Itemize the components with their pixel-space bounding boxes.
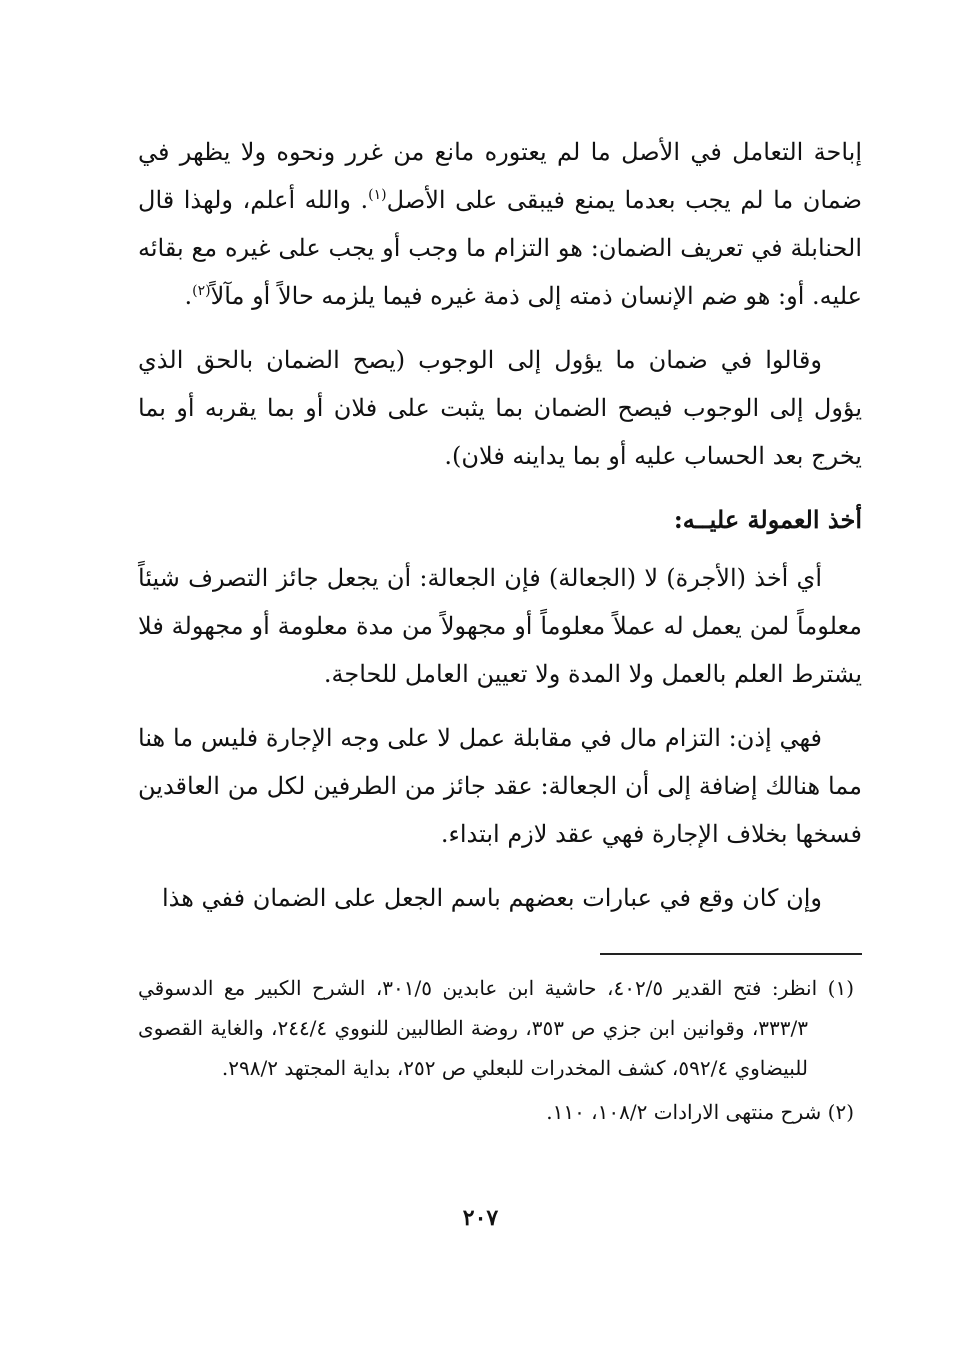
footnote-2 bbox=[138, 1092, 854, 1132]
paragraph-1-text: إباحة التعامل في الأصل ما لم يعتوره مانع من غرر ونحوه ولا يظهر في ضمان ما لم يجب بعدما يمنع فيبقى على الأصل bbox=[138, 138, 862, 214]
paragraph-1-text-continued: . والله أعلم، ولهذا قال الحنابلة في تعريف الضمان: هو التزام ما وجب أو يجب على غيره مع بقائه عليه. أو: هو ضم الإنسان ذمته إلى ذمة غيره فيما يلزمه حالاً أو مآلاً bbox=[138, 186, 862, 310]
paragraph-2: وقالوا في ضمان ما يؤول إلى الوجوب (يصح الضمان بالحق الذي يؤول إلى الوجوب فيصح الضمان بما يثبت على فلان أو بما يقربه أو بما يخرج بعد الحساب عليه أو بما يداينه فلان). bbox=[138, 346, 862, 470]
paragraph-4: فهي إذن: التزام مال في مقابلة عمل لا على وجه الإجارة فليس ما هنا مما هنالك إضافة إلى أن الجعالة: عقد جائز من الطرفين لكل من العاقدين فسخها بخلاف الإجارة فهي عقد لازم ابتداء. bbox=[138, 724, 862, 848]
footnote-divider bbox=[600, 953, 862, 955]
paragraph-5: وإن كان وقع في عبارات بعضهم باسم الجعل على الضمان ففي هذا bbox=[161, 884, 822, 912]
paragraph-1 bbox=[138, 128, 862, 320]
main-text bbox=[138, 128, 862, 938]
paragraph-3: أي أخذ (الأجرة) لا (الجعالة) فإن الجعالة: أن يجعل جائز التصرف شيئاً معلوماً لمن يعمل له عملاً معلوماً أو مجهولاً من مدة معلومة أو مجهولة فلا يشترط العلم بالعمل ولا المدة ولا تعيين العامل للحاجة. bbox=[138, 564, 862, 688]
footnote-ref-1: (١) bbox=[368, 187, 387, 203]
footnotes bbox=[138, 968, 854, 1136]
footnote-2-text: شرح منتهى الارادات ١٠٨/٢، ١١٠. bbox=[546, 1100, 822, 1124]
page-number: ٢٠٧ bbox=[462, 1205, 499, 1231]
footnote-ref-2: (٢) bbox=[192, 283, 211, 299]
paragraph-1-end: . bbox=[184, 282, 193, 310]
footnote-1-text: انظر: فتح القدير ٤٠٢/٥، حاشية ابن عابدين ٣٠١/٥، الشرح الكبير مع الدسوقي ٣٣٣/٣، وقوانين ابن جزي ص ٣٥٣، روضة الطالبين للنووي ٢٤٤/٤، والغاية القصوى للبيضاوي ٥٩٢/٤، كشف المخدرات للبعلي ص ٢٥٢، بداية المجتهد ٢٩٨/٢. bbox=[138, 976, 818, 1080]
section-heading: أخذ العمولة عليــه: bbox=[673, 505, 862, 534]
footnote-2-number: (٢) bbox=[827, 1100, 854, 1124]
footnote-1 bbox=[138, 968, 854, 1088]
footnote-1-number: (١) bbox=[827, 976, 855, 1000]
